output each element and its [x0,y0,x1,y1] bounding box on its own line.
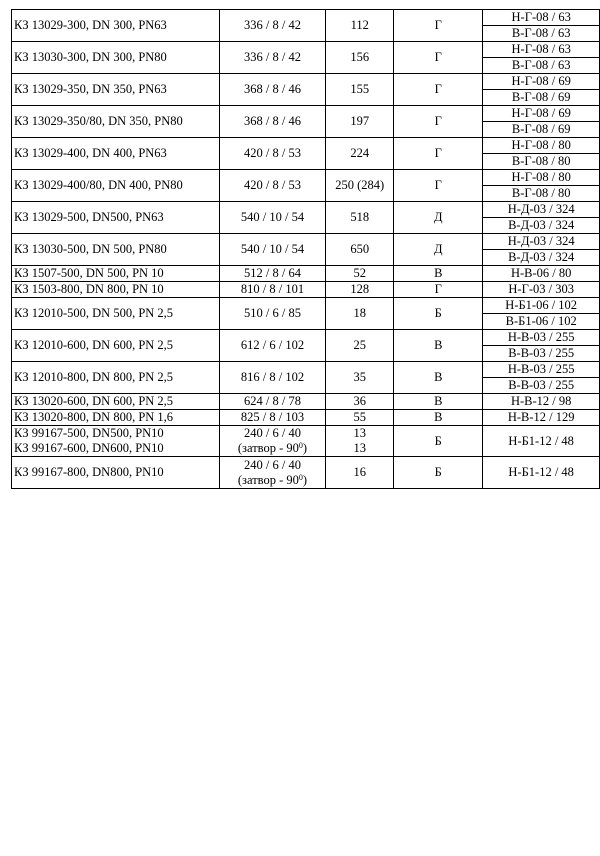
table-row [12,106,600,122]
degree-superscript: 0 [298,472,303,482]
table-row [12,266,600,282]
cell-code: В-В-03 / 255 [483,346,600,362]
table-row [12,170,600,186]
specs-table [11,9,600,489]
mass-value: 13 [353,426,366,440]
degree-superscript: 0 [298,441,303,450]
dimensions-value: 540 / 10 / 54 [240,242,305,256]
cell-mass [326,234,394,266]
cell-name [12,170,220,202]
cell-code: Н-Г-08 / 69 [483,74,600,90]
cell-dimensions [219,74,326,106]
cell-dimensions [219,362,326,394]
cell-name [12,330,220,362]
cell-name [12,457,220,489]
table-row [12,410,600,426]
cell-name [12,106,220,138]
cell-name [12,42,220,74]
cell-code: Н-Д-03 / 324 [483,234,600,250]
mass-value: 55 [353,410,366,424]
dimensions-value: 510 / 6 / 85 [244,306,301,320]
cell-mass [326,410,394,426]
mass-value: 250 (284) [335,178,385,192]
cell-mass [326,298,394,330]
mass-value: 650 [350,242,370,256]
mass-value: 16 [353,465,366,479]
dimensions-value: 240 / 6 / 40 [244,426,301,440]
cell-dimensions [219,106,326,138]
cell-dimensions [219,282,326,298]
cell-dimensions [219,330,326,362]
table-row [12,42,600,58]
mass-value: 18 [353,306,366,320]
cell-name [12,298,220,330]
model-name: КЗ 13029-400/80, DN 400, PN80 [14,178,183,192]
cell-type: Б [394,457,483,489]
model-name: КЗ 99167-800, DN800, PN10 [14,465,164,479]
mass-value: 224 [350,146,370,160]
cell-code: В-Г-08 / 80 [483,186,600,202]
cell-name [12,266,220,282]
table-row [12,298,600,314]
cell-code: Н-Г-08 / 63 [483,10,600,26]
table-row [12,457,600,489]
cell-code: В-Г-08 / 69 [483,122,600,138]
cell-code: Н-Г-08 / 69 [483,106,600,122]
model-name: КЗ 13029-350, DN 350, PN63 [14,82,167,96]
specs-table-body [12,10,600,489]
table-row [12,426,600,457]
cell-mass [326,330,394,362]
cell-name [12,282,220,298]
cell-type: Г [394,282,483,298]
mass-value: 197 [350,114,370,128]
cell-dimensions [219,10,326,42]
valve-note: (затвор - 90 [237,472,299,487]
cell-type: Г [394,170,483,202]
cell-type: В [394,266,483,282]
cell-code: Н-В-03 / 255 [483,330,600,346]
cell-code: В-Г-08 / 63 [483,58,600,74]
cell-type: В [394,410,483,426]
cell-type: Г [394,74,483,106]
cell-mass [326,170,394,202]
cell-name [12,410,220,426]
dimensions-value: 336 / 8 / 42 [244,18,301,32]
dimensions-value: 240 / 6 / 40 [244,457,301,472]
mass-value: 35 [353,370,366,384]
cell-type: Б [394,298,483,330]
table-row [12,74,600,90]
cell-code: Н-Б1-12 / 48 [483,457,600,489]
dimensions-value: 420 / 8 / 53 [244,146,301,160]
table-row [12,234,600,250]
cell-type: Б [394,426,483,457]
cell-code: Н-Г-08 / 80 [483,138,600,154]
cell-code: В-Б1-06 / 102 [483,314,600,330]
cell-name [12,234,220,266]
cell-mass [326,457,394,489]
cell-mass [326,426,394,457]
cell-mass [326,10,394,42]
mass-value: 13 [353,441,366,455]
dimensions-value: 612 / 6 / 102 [240,338,305,352]
cell-dimensions [219,410,326,426]
valve-note: (затвор - 90 [237,441,299,455]
mass-value: 25 [353,338,366,352]
cell-type: Г [394,10,483,42]
cell-mass [326,202,394,234]
model-name: КЗ 13029-400, DN 400, PN63 [14,146,167,160]
dimensions-value: 368 / 8 / 46 [244,114,301,128]
model-name: КЗ 13030-300, DN 300, PN80 [14,50,167,64]
mass-value: 128 [350,282,370,296]
cell-code: Н-В-12 / 98 [483,394,600,410]
cell-dimensions [219,170,326,202]
cell-mass [326,138,394,170]
model-name: КЗ 12010-800, DN 800, PN 2,5 [14,370,174,384]
cell-code: Н-Г-08 / 80 [483,170,600,186]
table-row [12,362,600,378]
valve-note-close: ) [302,441,308,455]
mass-value: 156 [350,50,370,64]
cell-mass [326,362,394,394]
cell-code: Н-Г-03 / 303 [483,282,600,298]
dimensions-value: 624 / 8 / 78 [244,394,301,408]
cell-dimensions [219,457,326,489]
cell-code: В-Г-08 / 80 [483,154,600,170]
cell-type: Г [394,106,483,138]
cell-mass [326,282,394,298]
model-name: КЗ 13020-800, DN 800, PN 1,6 [14,410,174,424]
table-row [12,10,600,26]
cell-dimensions [219,298,326,330]
table-row [12,330,600,346]
cell-code: Н-В-12 / 129 [483,410,600,426]
cell-name [12,202,220,234]
cell-code: Н-Г-08 / 63 [483,42,600,58]
cell-code: Н-Б1-12 / 48 [483,426,600,457]
cell-dimensions [219,202,326,234]
cell-name [12,394,220,410]
cell-mass [326,42,394,74]
model-name: КЗ 99167-600, DN600, PN10 [14,441,164,455]
cell-dimensions [219,394,326,410]
model-name: КЗ 1507-500, DN 500, PN 10 [14,266,164,280]
cell-code: В-Д-03 / 324 [483,218,600,234]
table-row [12,394,600,410]
cell-type: В [394,394,483,410]
table-row [12,282,600,298]
cell-type: Д [394,234,483,266]
cell-code: В-В-03 / 255 [483,378,600,394]
table-row [12,202,600,218]
mass-value: 112 [350,18,369,32]
model-name: КЗ 13029-350/80, DN 350, PN80 [14,114,183,128]
dimensions-value: 540 / 10 / 54 [240,210,305,224]
model-name: КЗ 13029-300, DN 300, PN63 [14,18,167,32]
model-name: КЗ 13020-600, DN 600, PN 2,5 [14,394,174,408]
table-row [12,138,600,154]
cell-mass [326,394,394,410]
dimensions-value: 825 / 8 / 103 [240,410,305,424]
model-name: КЗ 13029-500, DN500, PN63 [14,210,164,224]
cell-code: В-Д-03 / 324 [483,250,600,266]
cell-code: В-Г-08 / 63 [483,26,600,42]
model-name: КЗ 12010-500, DN 500, PN 2,5 [14,306,174,320]
cell-dimensions [219,138,326,170]
dimensions-value: 512 / 8 / 64 [244,266,301,280]
model-name: КЗ 13030-500, DN 500, PN80 [14,242,167,256]
cell-mass [326,106,394,138]
cell-name [12,138,220,170]
mass-value: 155 [350,82,370,96]
cell-name [12,10,220,42]
mass-value: 518 [350,210,370,224]
cell-mass [326,266,394,282]
mass-value: 52 [353,266,366,280]
cell-type: Д [394,202,483,234]
cell-name [12,74,220,106]
dimensions-value: 336 / 8 / 42 [244,50,301,64]
dimensions-value: 816 / 8 / 102 [240,370,305,384]
valve-note-close: ) [302,472,308,487]
dimensions-value: 420 / 8 / 53 [244,178,301,192]
cell-dimensions [219,266,326,282]
cell-type: В [394,330,483,362]
cell-code: В-Г-08 / 69 [483,90,600,106]
cell-code: Н-Б1-06 / 102 [483,298,600,314]
model-name: КЗ 12010-600, DN 600, PN 2,5 [14,338,174,352]
cell-mass [326,74,394,106]
cell-name [12,362,220,394]
model-name: КЗ 99167-500, DN500, PN10 [14,426,164,440]
cell-dimensions [219,42,326,74]
model-name: КЗ 1503-800, DN 800, PN 10 [14,282,164,296]
cell-name [12,426,220,457]
cell-type: Г [394,42,483,74]
cell-dimensions [219,426,326,457]
cell-code: Н-В-03 / 255 [483,362,600,378]
dimensions-value: 810 / 8 / 101 [240,282,305,296]
cell-type: Г [394,138,483,170]
dimensions-value: 368 / 8 / 46 [244,82,301,96]
cell-code: Н-В-06 / 80 [483,266,600,282]
cell-code: Н-Д-03 / 324 [483,202,600,218]
cell-type: В [394,362,483,394]
cell-dimensions [219,234,326,266]
mass-value: 36 [353,394,366,408]
